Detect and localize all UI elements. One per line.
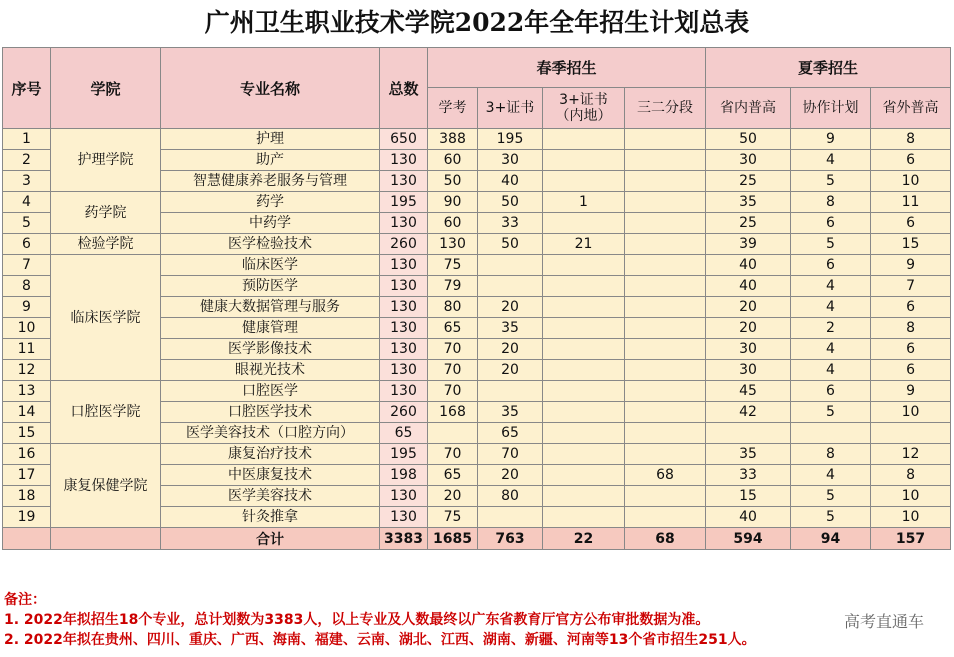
seq-cell: 5 bbox=[3, 213, 51, 234]
xk-cell: 75 bbox=[428, 255, 478, 276]
xz-cell: 5 bbox=[791, 171, 871, 192]
major-cell: 智慧健康养老服务与管理 bbox=[161, 171, 380, 192]
swpg-cell: 10 bbox=[871, 507, 951, 528]
swpg-cell: 10 bbox=[871, 402, 951, 423]
page-title: 广州卫生职业技术学院2022年全年招生计划总表 bbox=[204, 8, 750, 37]
xk-cell: 70 bbox=[428, 381, 478, 402]
header-3-cert-inland: 3+证书 （内地） bbox=[543, 88, 625, 129]
major-cell: 健康大数据管理与服务 bbox=[161, 297, 380, 318]
zsnd-cell bbox=[543, 171, 625, 192]
snpg-cell bbox=[706, 423, 791, 444]
xk-cell: 20 bbox=[428, 486, 478, 507]
seq-cell: 16 bbox=[3, 444, 51, 465]
sefd-cell bbox=[625, 486, 706, 507]
xz-cell: 8 bbox=[791, 192, 871, 213]
zsnd-cell bbox=[543, 297, 625, 318]
major-cell: 临床医学 bbox=[161, 255, 380, 276]
zs-cell: 70 bbox=[478, 444, 543, 465]
xz-cell: 5 bbox=[791, 234, 871, 255]
major-cell: 医学美容技术 bbox=[161, 486, 380, 507]
swpg-cell bbox=[871, 423, 951, 444]
zsnd-cell: 21 bbox=[543, 234, 625, 255]
college-cell: 检验学院 bbox=[51, 234, 161, 255]
totals-label: 合计 bbox=[161, 528, 380, 550]
header-xuekao: 学考 bbox=[428, 88, 478, 129]
snpg-cell: 42 bbox=[706, 402, 791, 423]
xz-cell: 4 bbox=[791, 339, 871, 360]
zs-cell: 20 bbox=[478, 339, 543, 360]
totals-xz-cell: 94 bbox=[791, 528, 871, 550]
swpg-cell: 10 bbox=[871, 486, 951, 507]
swpg-cell: 11 bbox=[871, 192, 951, 213]
seq-cell: 10 bbox=[3, 318, 51, 339]
totals-row bbox=[3, 528, 951, 550]
zsnd-cell bbox=[543, 360, 625, 381]
seq-cell: 9 bbox=[3, 297, 51, 318]
header-seq: 序号 bbox=[3, 48, 51, 129]
notes bbox=[4, 590, 950, 650]
xk-cell: 65 bbox=[428, 318, 478, 339]
swpg-cell: 7 bbox=[871, 276, 951, 297]
zsnd-cell bbox=[543, 318, 625, 339]
major-cell: 护理 bbox=[161, 129, 380, 150]
swpg-cell: 10 bbox=[871, 171, 951, 192]
snpg-cell: 35 bbox=[706, 192, 791, 213]
zs-cell: 80 bbox=[478, 486, 543, 507]
total-cell: 195 bbox=[380, 444, 428, 465]
swpg-cell: 6 bbox=[871, 360, 951, 381]
xk-cell bbox=[428, 423, 478, 444]
zsnd-cell bbox=[543, 465, 625, 486]
zs-cell bbox=[478, 507, 543, 528]
snpg-cell: 35 bbox=[706, 444, 791, 465]
college-cell: 口腔医学院 bbox=[51, 381, 161, 444]
major-cell: 医学检验技术 bbox=[161, 234, 380, 255]
seq-cell: 3 bbox=[3, 171, 51, 192]
totals-swpg-cell: 157 bbox=[871, 528, 951, 550]
snpg-cell: 25 bbox=[706, 213, 791, 234]
seq-cell: 19 bbox=[3, 507, 51, 528]
swpg-cell: 9 bbox=[871, 255, 951, 276]
header-out-province: 省外普高 bbox=[871, 88, 951, 129]
snpg-cell: 20 bbox=[706, 297, 791, 318]
total-cell: 130 bbox=[380, 339, 428, 360]
totals-total-cell: 3383 bbox=[380, 528, 428, 550]
xk-cell: 65 bbox=[428, 465, 478, 486]
header-summer: 夏季招生 bbox=[706, 48, 951, 88]
total-cell: 198 bbox=[380, 465, 428, 486]
totals-blank-seq bbox=[3, 528, 51, 550]
xk-cell: 70 bbox=[428, 339, 478, 360]
seq-cell: 17 bbox=[3, 465, 51, 486]
xz-cell: 9 bbox=[791, 129, 871, 150]
totals-zsnd-cell: 22 bbox=[543, 528, 625, 550]
sefd-cell bbox=[625, 276, 706, 297]
zsnd-cell: 1 bbox=[543, 192, 625, 213]
zs-cell: 35 bbox=[478, 318, 543, 339]
total-cell: 260 bbox=[380, 234, 428, 255]
major-cell: 医学美容技术（口腔方向） bbox=[161, 423, 380, 444]
notes-line-1: 1. 2022年拟招生18个专业，总计划数为3383人，以上专业及人数最终以广东省教育厅官方公布审批数据为准。 bbox=[4, 612, 710, 628]
total-cell: 650 bbox=[380, 129, 428, 150]
sefd-cell bbox=[625, 360, 706, 381]
swpg-cell: 6 bbox=[871, 297, 951, 318]
seq-cell: 12 bbox=[3, 360, 51, 381]
seq-cell: 13 bbox=[3, 381, 51, 402]
swpg-cell: 8 bbox=[871, 318, 951, 339]
xz-cell: 4 bbox=[791, 297, 871, 318]
zs-cell: 30 bbox=[478, 150, 543, 171]
totals-snpg-cell: 594 bbox=[706, 528, 791, 550]
header-cooperation: 协作计划 bbox=[791, 88, 871, 129]
xz-cell: 8 bbox=[791, 444, 871, 465]
snpg-cell: 25 bbox=[706, 171, 791, 192]
zsnd-cell bbox=[543, 444, 625, 465]
xz-cell: 5 bbox=[791, 402, 871, 423]
notes-heading: 备注： bbox=[4, 592, 46, 608]
swpg-cell: 8 bbox=[871, 465, 951, 486]
swpg-cell: 12 bbox=[871, 444, 951, 465]
xk-cell: 79 bbox=[428, 276, 478, 297]
xz-cell: 6 bbox=[791, 255, 871, 276]
zs-cell bbox=[478, 381, 543, 402]
snpg-cell: 40 bbox=[706, 276, 791, 297]
sefd-cell bbox=[625, 507, 706, 528]
snpg-cell: 40 bbox=[706, 507, 791, 528]
snpg-cell: 15 bbox=[706, 486, 791, 507]
swpg-cell: 15 bbox=[871, 234, 951, 255]
header-in-province: 省内普高 bbox=[706, 88, 791, 129]
xz-cell: 5 bbox=[791, 486, 871, 507]
major-cell: 康复治疗技术 bbox=[161, 444, 380, 465]
zs-cell: 50 bbox=[478, 192, 543, 213]
major-cell: 口腔医学 bbox=[161, 381, 380, 402]
seq-cell: 15 bbox=[3, 423, 51, 444]
swpg-cell: 9 bbox=[871, 381, 951, 402]
xz-cell: 4 bbox=[791, 360, 871, 381]
xz-cell: 6 bbox=[791, 381, 871, 402]
sefd-cell bbox=[625, 297, 706, 318]
sefd-cell bbox=[625, 402, 706, 423]
zsnd-cell bbox=[543, 381, 625, 402]
zsnd-cell bbox=[543, 213, 625, 234]
total-cell: 130 bbox=[380, 486, 428, 507]
zsnd-cell bbox=[543, 339, 625, 360]
xk-cell: 60 bbox=[428, 150, 478, 171]
sefd-cell bbox=[625, 339, 706, 360]
xz-cell: 2 bbox=[791, 318, 871, 339]
xk-cell: 90 bbox=[428, 192, 478, 213]
college-cell: 药学院 bbox=[51, 192, 161, 234]
xk-cell: 75 bbox=[428, 507, 478, 528]
snpg-cell: 45 bbox=[706, 381, 791, 402]
total-cell: 130 bbox=[380, 255, 428, 276]
total-cell: 130 bbox=[380, 507, 428, 528]
totals-blank-college bbox=[51, 528, 161, 550]
zsnd-cell bbox=[543, 255, 625, 276]
swpg-cell: 8 bbox=[871, 129, 951, 150]
snpg-cell: 20 bbox=[706, 318, 791, 339]
sefd-cell: 68 bbox=[625, 465, 706, 486]
xz-cell: 4 bbox=[791, 276, 871, 297]
seq-cell: 4 bbox=[3, 192, 51, 213]
zsnd-cell bbox=[543, 423, 625, 444]
total-cell: 130 bbox=[380, 171, 428, 192]
xk-cell: 60 bbox=[428, 213, 478, 234]
header-32-segment: 三二分段 bbox=[625, 88, 706, 129]
xk-cell: 70 bbox=[428, 444, 478, 465]
seq-cell: 6 bbox=[3, 234, 51, 255]
table-row bbox=[3, 255, 951, 276]
header-3-cert: 3+证书 bbox=[478, 88, 543, 129]
totals-zs-cell: 763 bbox=[478, 528, 543, 550]
snpg-cell: 33 bbox=[706, 465, 791, 486]
total-cell: 130 bbox=[380, 276, 428, 297]
header-total: 总数 bbox=[380, 48, 428, 129]
xk-cell: 80 bbox=[428, 297, 478, 318]
sefd-cell bbox=[625, 423, 706, 444]
xz-cell: 4 bbox=[791, 150, 871, 171]
totals-xk-cell: 1685 bbox=[428, 528, 478, 550]
xk-cell: 130 bbox=[428, 234, 478, 255]
total-cell: 130 bbox=[380, 150, 428, 171]
zs-cell bbox=[478, 255, 543, 276]
total-cell: 195 bbox=[380, 192, 428, 213]
major-cell: 助产 bbox=[161, 150, 380, 171]
college-cell: 康复保健学院 bbox=[51, 444, 161, 528]
major-cell: 中医康复技术 bbox=[161, 465, 380, 486]
total-cell: 130 bbox=[380, 318, 428, 339]
total-cell: 130 bbox=[380, 297, 428, 318]
zsnd-cell bbox=[543, 507, 625, 528]
header-major: 专业名称 bbox=[161, 48, 380, 129]
table-row bbox=[3, 444, 951, 465]
college-cell: 临床医学院 bbox=[51, 255, 161, 381]
total-cell: 130 bbox=[380, 381, 428, 402]
xz-cell: 5 bbox=[791, 507, 871, 528]
total-cell: 65 bbox=[380, 423, 428, 444]
seq-cell: 2 bbox=[3, 150, 51, 171]
zs-cell: 20 bbox=[478, 297, 543, 318]
xk-cell: 388 bbox=[428, 129, 478, 150]
snpg-cell: 40 bbox=[706, 255, 791, 276]
xk-cell: 168 bbox=[428, 402, 478, 423]
seq-cell: 8 bbox=[3, 276, 51, 297]
major-cell: 预防医学 bbox=[161, 276, 380, 297]
sefd-cell bbox=[625, 150, 706, 171]
zs-cell: 35 bbox=[478, 402, 543, 423]
snpg-cell: 30 bbox=[706, 360, 791, 381]
total-cell: 130 bbox=[380, 213, 428, 234]
major-cell: 医学影像技术 bbox=[161, 339, 380, 360]
xz-cell bbox=[791, 423, 871, 444]
seq-cell: 1 bbox=[3, 129, 51, 150]
zs-cell: 33 bbox=[478, 213, 543, 234]
sefd-cell bbox=[625, 192, 706, 213]
xk-cell: 70 bbox=[428, 360, 478, 381]
zs-cell: 195 bbox=[478, 129, 543, 150]
major-cell: 针灸推拿 bbox=[161, 507, 380, 528]
snpg-cell: 30 bbox=[706, 150, 791, 171]
zs-cell: 65 bbox=[478, 423, 543, 444]
zs-cell: 20 bbox=[478, 360, 543, 381]
sefd-cell bbox=[625, 129, 706, 150]
header-college: 学院 bbox=[51, 48, 161, 129]
sefd-cell bbox=[625, 234, 706, 255]
zsnd-cell bbox=[543, 150, 625, 171]
major-cell: 健康管理 bbox=[161, 318, 380, 339]
sefd-cell bbox=[625, 255, 706, 276]
watermark-text: 高考直通车 bbox=[842, 609, 926, 632]
table-row bbox=[3, 129, 951, 150]
zs-cell bbox=[478, 276, 543, 297]
swpg-cell: 6 bbox=[871, 339, 951, 360]
major-cell: 口腔医学技术 bbox=[161, 402, 380, 423]
notes-line-2: 2. 2022年拟在贵州、四川、重庆、广西、海南、福建、云南、湖北、江西、湖南、新疆、河南等13个省市招生251人。 bbox=[4, 632, 756, 648]
table-row bbox=[3, 192, 951, 213]
table-body bbox=[3, 129, 951, 550]
sefd-cell bbox=[625, 381, 706, 402]
total-cell: 130 bbox=[380, 360, 428, 381]
zs-cell: 20 bbox=[478, 465, 543, 486]
sefd-cell bbox=[625, 318, 706, 339]
major-cell: 中药学 bbox=[161, 213, 380, 234]
zs-cell: 50 bbox=[478, 234, 543, 255]
major-cell: 眼视光技术 bbox=[161, 360, 380, 381]
seq-cell: 7 bbox=[3, 255, 51, 276]
zsnd-cell bbox=[543, 486, 625, 507]
seq-cell: 14 bbox=[3, 402, 51, 423]
xk-cell: 50 bbox=[428, 171, 478, 192]
enrollment-plan-table bbox=[2, 47, 951, 550]
snpg-cell: 50 bbox=[706, 129, 791, 150]
sefd-cell bbox=[625, 171, 706, 192]
header-spring: 春季招生 bbox=[428, 48, 706, 88]
snpg-cell: 30 bbox=[706, 339, 791, 360]
sefd-cell bbox=[625, 444, 706, 465]
seq-cell: 18 bbox=[3, 486, 51, 507]
snpg-cell: 39 bbox=[706, 234, 791, 255]
totals-sefd-cell: 68 bbox=[625, 528, 706, 550]
zsnd-cell bbox=[543, 129, 625, 150]
total-cell: 260 bbox=[380, 402, 428, 423]
table-row bbox=[3, 381, 951, 402]
table-row bbox=[3, 234, 951, 255]
sefd-cell bbox=[625, 213, 706, 234]
swpg-cell: 6 bbox=[871, 150, 951, 171]
zsnd-cell bbox=[543, 276, 625, 297]
xz-cell: 4 bbox=[791, 465, 871, 486]
xz-cell: 6 bbox=[791, 213, 871, 234]
college-cell: 护理学院 bbox=[51, 129, 161, 192]
zs-cell: 40 bbox=[478, 171, 543, 192]
swpg-cell: 6 bbox=[871, 213, 951, 234]
zsnd-cell bbox=[543, 402, 625, 423]
seq-cell: 11 bbox=[3, 339, 51, 360]
major-cell: 药学 bbox=[161, 192, 380, 213]
